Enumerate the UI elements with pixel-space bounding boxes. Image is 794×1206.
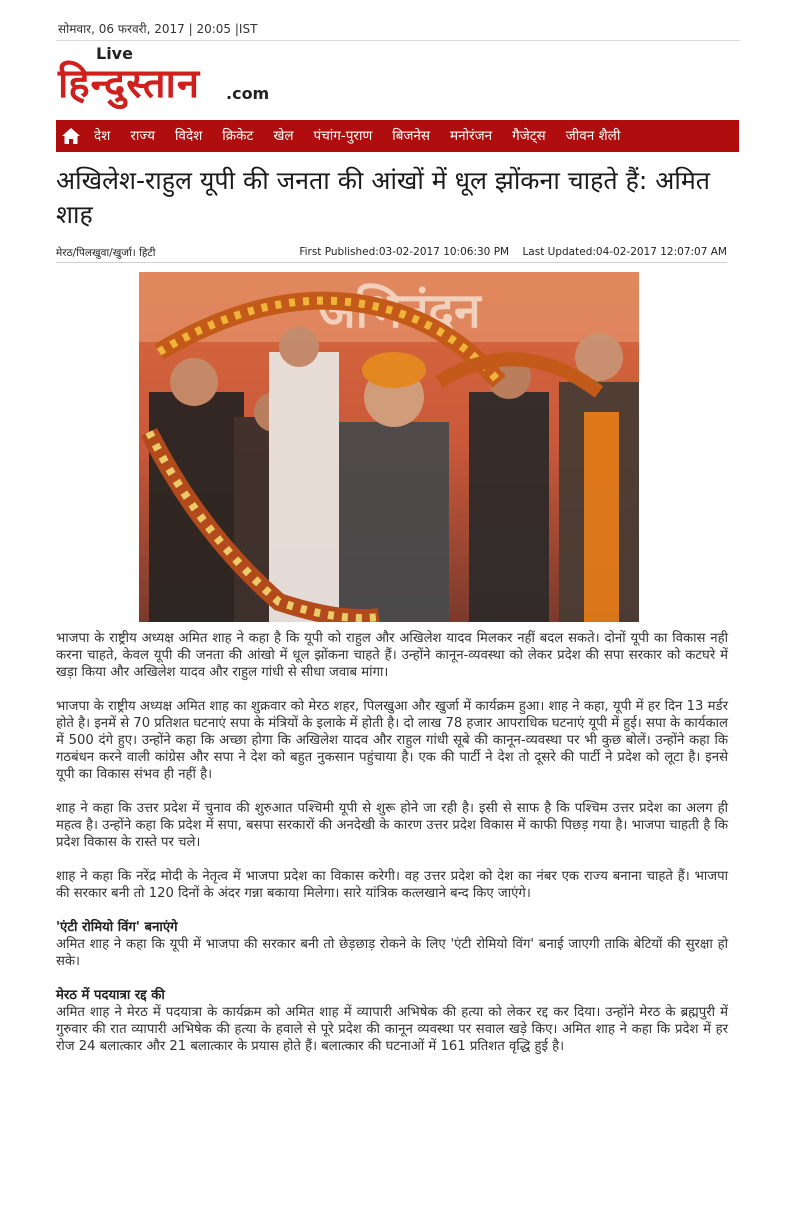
- section-text: अमित शाह ने कहा कि यूपी में भाजपा की सरकार बनी तो छेड़छाड़ रोकने के लिए 'एंटी रोमियो विंग' बनाई जाएगी ताकि बेटियों की सुरक्षा हो सके।: [56, 937, 728, 969]
- first-published: First Published:03-02-2017 10:06:30 PM: [299, 246, 510, 258]
- article-headline: अखिलेश-राहुल यूपी की जनता की आंखों में धूल झोंकना चाहते हैं: अमित शाह: [56, 166, 711, 229]
- article-paragraph: शाह ने कहा कि नरेंद्र मोदी के नेतृत्व में भाजपा प्रदेश का विकास करेगी। वह उत्तर प्रदेश को देश का नंबर एक राज्य बनाना चाहते हैं। भाजपा की सरकार बनी तो 120 दिनों के अंदर गन्ना बकाया मिलेगा। सारे यांत्रिक कत्लखाने बन्द किए जाएंगे।: [56, 869, 728, 901]
- last-updated: Last Updated:04-02-2017 12:07:07 AM: [522, 246, 727, 258]
- logo-name: हिन्दुस्तान: [58, 61, 201, 107]
- section-text: अमित शाह ने मेरठ में पदयात्रा के कार्यक्रम को अमित शाह में व्यापारी अभिषेक की हत्या को लेकर रद्द कर दिया। उन्होंने मेरठ के ब्रह्मपुरी में गुरुवार की रात व्यापारी अभिषेक की हत्या के हवाले से पूरे प्रदेश की कानून व्यवस्था पर सवाल खड़े किए। अमित शाह ने कहा कि प्रदेश में हर रोज 24 बलात्कार और 21 बलात्कार के प्रयास होते हैं। बलात्कार की घटनाओं में 161 प्रतिशत वृद्धि हुई है।: [56, 1005, 728, 1054]
- logo-domain: .com: [226, 84, 270, 103]
- nav-item-gadgets[interactable]: गैजेट्स: [512, 128, 546, 144]
- dateline: सोमवार, 06 फरवरी, 2017 | 20:05 |IST: [58, 22, 258, 36]
- article-section: [56, 987, 728, 1055]
- article-paragraph: शाह ने कहा कि उत्तर प्रदेश में चुनाव की शुरुआत पश्चिमी यूपी से शुरू होने जा रही है। इसी से साफ है कि पश्चिम उत्तर प्रदेश का अलग ही महत्व है। उन्होंने कहा कि प्रदेश में सपा, बसपा सरकारों की अनदेखी के कारण उत्तर प्रदेश विकास में काफी पिछड़ गया है। भाजपा चाहती है कि प्रदेश विकास के रास्ते पर चले।: [56, 801, 728, 850]
- nav-item-cricket[interactable]: क्रिकेट: [222, 128, 254, 144]
- article-meta: [56, 246, 727, 260]
- article-photo: [139, 272, 639, 622]
- article-paragraph: भाजपा के राष्ट्रीय अध्यक्ष अमित शाह ने कहा है कि यूपी को राहुल और अखिलेश यादव मिलकर नहीं बदल सकते। दोनों यूपी का विकास नही करना चाहते, केवल यूपी की जनता की आंखो में धूल झोंकना चाहते हैं। उन्होंने कानून-व्यवस्था को लेकर प्रदेश की सपा सरकार को कटघरे में खड़ा किया और अखिलेश यादव और राहुल गांधी से सीधा जवाब मांगा।: [56, 631, 728, 680]
- section-heading: मेरठ में पदयात्रा रद्द की: [56, 988, 165, 1003]
- nav-item-jeevan-shaili[interactable]: जीवन शैली: [565, 128, 621, 144]
- site-logo[interactable]: [58, 44, 288, 110]
- nav-item-rajya[interactable]: राज्य: [130, 128, 155, 144]
- nav-item-business[interactable]: बिजनेस: [392, 128, 431, 144]
- nav-item-videsh[interactable]: विदेश: [174, 128, 203, 144]
- main-navigation: [56, 120, 739, 152]
- nav-item-khel[interactable]: खेल: [273, 128, 294, 144]
- article-body: [56, 630, 728, 1072]
- top-divider: [56, 40, 740, 41]
- nav-item-manoranjan[interactable]: मनोरंजन: [450, 128, 493, 144]
- article-source: मेरठ/पिलखुवा/खुर्जा। हिटी: [56, 247, 156, 259]
- article-section: [56, 919, 728, 970]
- section-heading: 'एंटी रोमियो विंग' बनाएंगे: [56, 920, 178, 935]
- home-icon[interactable]: [58, 120, 84, 152]
- article-paragraph: भाजपा के राष्ट्रीय अध्यक्ष अमित शाह का शुक्रवार को मेरठ शहर, पिलखुआ और खुर्जा में कार्यक्रम हुआ। शाह ने कहा, यूपी में हर दिन 13 मर्डर होते है। इनमें से 70 प्रतिशत घटनाएं सपा के मंत्रियों के इलाके में होती है। दो लाख 78 हजार आपराधिक घटनाएं यूपी में हुई। सपा के कार्यकाल में 500 दंगे हुए। उन्होंने कहा कि अच्छा होगा कि अखिलेश यादव और राहुल गांधी सूबे की कानून-व्यवस्था पर भी कुछ बोलें। उन्होंने कहा कि गठबंधन करने वाली कांग्रेस और सपा ने देश को बहुत नुकसान पहुंचाया है। एक की पार्टी ने देश तो दूसरे की पार्टी ने प्रदेश को लूटा है। इनसे यूपी का विकास संभव ही नहीं है।: [56, 699, 728, 782]
- article-dates: [299, 246, 727, 258]
- nav-item-desh[interactable]: देश: [94, 128, 111, 144]
- logo-live: Live: [96, 44, 133, 63]
- meta-divider: [56, 262, 727, 263]
- photo-banner-text: अभिनंदन: [319, 283, 481, 339]
- nav-item-panchang[interactable]: पंचांग-पुराण: [313, 128, 373, 144]
